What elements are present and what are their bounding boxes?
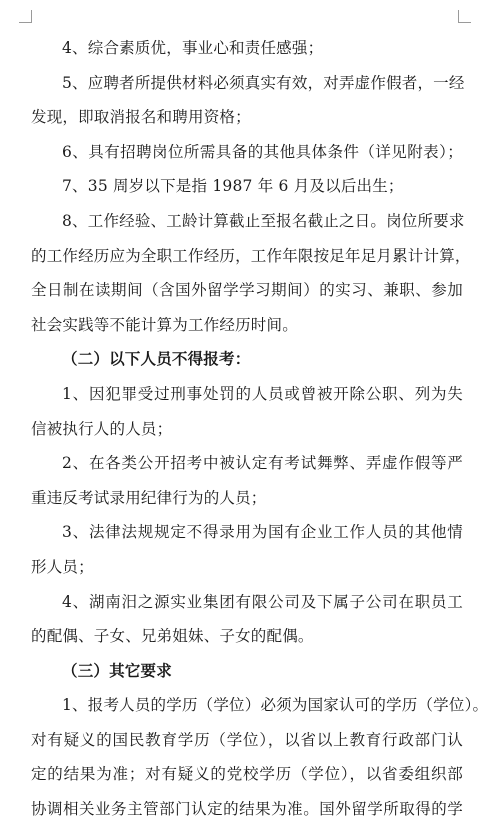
- margin-corner-mark-top-left: [19, 10, 32, 23]
- paragraph-line: 定的结果为准；对有疑义的党校学历（学位），以省委组织部: [31, 765, 463, 784]
- paragraph-line: 4、湖南汨之源实业集团有限公司及下属子公司在职员工: [62, 592, 463, 611]
- paragraph-line: 6、具有招聘岗位所需具备的其他具体条件（详见附表）；: [62, 142, 463, 161]
- paragraph-line: 的工作经历应为全职工作经历，工作年限按足年足月累计计算，: [31, 246, 471, 265]
- paragraph-line: 1、报考人员的学历（学位）必须为国家认可的学历（学位）。: [62, 696, 489, 715]
- paragraph-line: 8、工作经验、工龄计算截止至报名截止之日。岗位所要求: [62, 211, 465, 230]
- section-heading: （三）其它要求: [62, 660, 172, 680]
- paragraph-line: 的配偶、子女、兄弟姐妹、子女的配偶。: [31, 627, 314, 646]
- paragraph-line: 重违反考试录用纪律行为的人员；: [31, 488, 267, 507]
- paragraph-line: 2、在各类公开招考中被认定有考试舞弊、弄虚作假等严: [62, 454, 463, 473]
- paragraph-line: 发现，即取消报名和聘用资格；: [31, 108, 251, 127]
- paragraph-line: 全日制在读期间（含国外留学学习期间）的实习、兼职、参加: [31, 281, 463, 300]
- paragraph-line: 社会实践等不能计算为工作经历时间。: [31, 315, 298, 334]
- paragraph-line: 5、应聘者所提供材料必须真实有效，对弄虚作假者，一经: [62, 73, 465, 92]
- section-heading: （二）以下人员不得报考：: [62, 349, 251, 369]
- paragraph-line: 4、综合素质优，事业心和责任感强；: [62, 39, 324, 57]
- paragraph-line: 1、因犯罪受过刑事处罚的人员或曾被开除公职、列为失: [62, 384, 463, 403]
- paragraph-line: 3、法律法规规定不得录用为国有企业工作人员的其他情: [62, 523, 463, 542]
- document-body: [31, 31, 489, 827]
- margin-corner-mark-top-right: [458, 10, 471, 23]
- paragraph-line: 信被执行人的人员；: [31, 419, 173, 438]
- paragraph-line: 形人员；: [31, 557, 94, 576]
- paragraph-line: 7、35 周岁以下是指 1987 年 6 月及以后出生；: [62, 177, 404, 196]
- paragraph-line: 对有疑义的国民教育学历（学位），以省以上教育行政部门认: [31, 730, 463, 749]
- paragraph-line: 协调相关业务主管部门认定的结果为准。国外留学所取得的学: [31, 800, 463, 819]
